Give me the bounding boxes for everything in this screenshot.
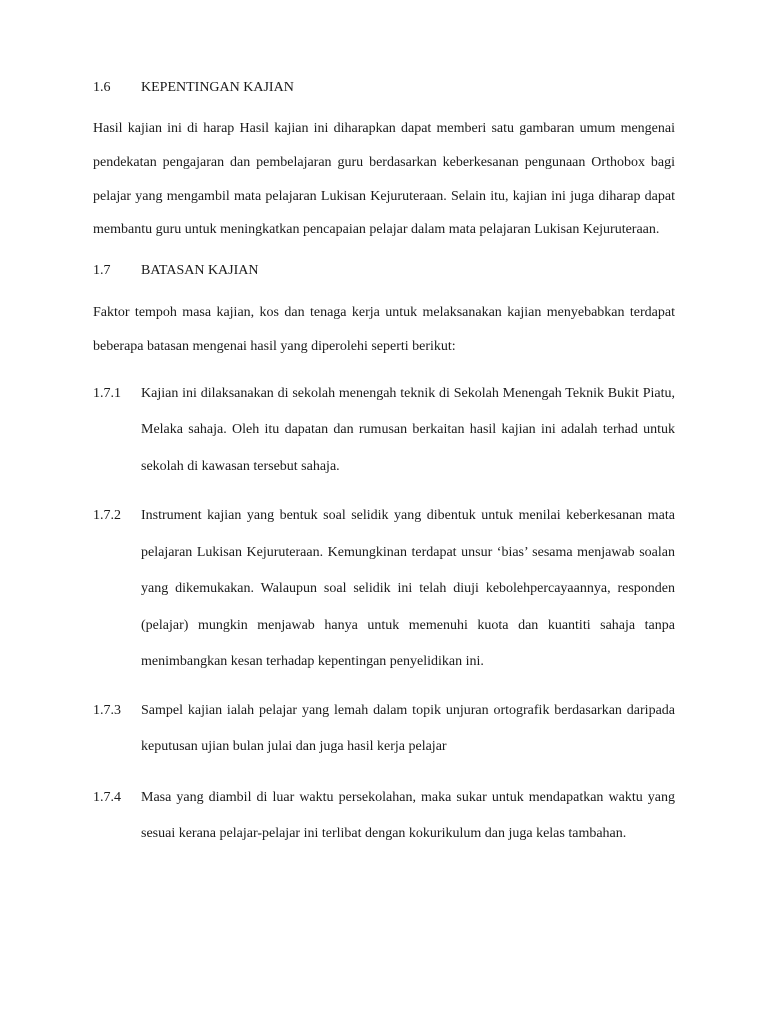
item-text: Kajian ini dilaksanakan di sekolah menengah teknik di Sekolah Menengah Teknik Bukit Piatu, Melaka sahaja. Oleh itu dapatan dan rumusan berkaitan hasil kajian ini adalah terhad untuk sekolah di kawasan tersebut sahaja. xyxy=(141,385,675,474)
section-heading-kepentingan xyxy=(93,78,675,98)
list-item xyxy=(93,498,675,681)
section-paragraph-kepentingan: Hasil kajian ini di harap Hasil kajian ini diharapkan dapat memberi satu gambaran umum mengenai pendekatan pengajaran dan pembelajaran guru berdasarkan keberkesanan pengunaan Orthobox bagi pelajar yang mengambil mata pelajaran Lukisan Kejuruteraan. Selain itu, kajian ini juga diharap dapat membantu guru untuk meningkatkan pencapaian pelajar dalam mata pelajaran Lukisan Kejuruteraan. xyxy=(93,121,675,238)
list-item xyxy=(93,780,675,853)
item-number: 1.7.2 xyxy=(93,508,121,524)
section-paragraph-batasan: Faktor tempoh masa kajian, kos dan tenaga kerja untuk melaksanakan kajian menyebabkan terdapat beberapa batasan mengenai hasil yang diperolehi seperti berikut: xyxy=(93,305,675,354)
item-text: Instrument kajian yang bentuk soal selidik yang dibentuk untuk menilai keberkesanan mata pelajaran Lukisan Kejuruteraan. Kemungkinan terdapat unsur ‘bias’ sesama menjawab soalan yang dikemukakan. Walaupun soal selidik ini telah diuji kebolehpercayaannya, responden (pelajar) mungkin menjawab hanya untuk memenuhi kuota dan kuantiti sahaja tanpa menimbangkan kesan terhadap kepentingan penyelidikan ini. xyxy=(141,508,675,670)
item-text: Sampel kajian ialah pelajar yang lemah dalam topik unjuran ortografik berdasarkan daripada keputusan ujian bulan julai dan juga hasil kerja pelajar xyxy=(141,702,675,755)
item-number: 1.7.4 xyxy=(93,789,121,805)
section-number: 1.6 xyxy=(93,80,111,95)
list-item xyxy=(93,376,675,486)
section-number: 1.7 xyxy=(93,263,111,279)
section-title: KEPENTINGAN KAJIAN xyxy=(141,80,294,95)
document-page xyxy=(93,78,675,853)
item-number: 1.7.1 xyxy=(93,385,121,401)
item-text: Masa yang diambil di luar waktu persekolahan, maka sukar untuk mendapatkan waktu yang sesuai kerana pelajar-pelajar ini terlibat dengan kokurikulum dan juga kelas tambahan. xyxy=(141,789,675,842)
section-heading-batasan xyxy=(93,261,675,281)
list-item xyxy=(93,693,675,766)
item-number: 1.7.3 xyxy=(93,702,121,718)
section-title: BATASAN KAJIAN xyxy=(141,263,259,279)
